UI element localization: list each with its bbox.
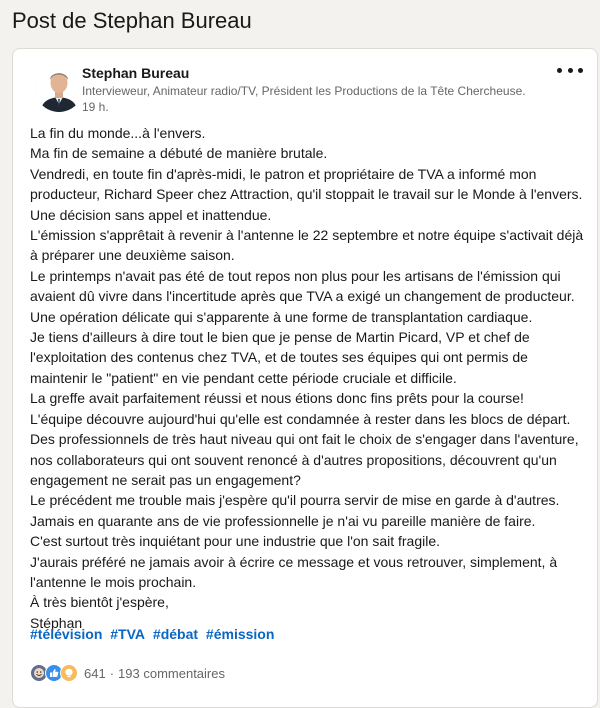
post-timestamp: 19 h. [82,100,109,114]
post-line: producteur, Richard Speer chez Attraction, qu'il stoppait le travail sur le Monde à l'envers. [30,186,583,203]
author-avatar[interactable] [35,64,83,112]
post-line: Une opération délicate qui s'apparente à une forme de transplantation cardiaque. [30,308,533,325]
separator-dot: · [109,665,115,681]
post-line: La fin du monde...à l'envers. [30,125,206,141]
more-dot-icon [578,68,583,73]
comments-count[interactable]: 193 commentaires [118,665,225,681]
hashtag-debat[interactable]: #débat [152,626,199,642]
post-line: Vendredi, en toute fin d'après-midi, le patron et propriétaire de TVA a informé mon [30,165,537,182]
post-line: Des professionnels de très haut niveau qui ont fait le choix de s'engager dans l'aventure, [30,431,579,448]
post-line: À très bientôt j'espère, [30,594,169,611]
post-line: Stéphan [30,614,83,631]
post-line: à préparer une deuxième saison. [30,247,235,264]
post-line: l'exploitation des contenus chez TVA, et de toutes ses équipes qui ont permis de [30,349,528,366]
post-line: L'équipe découvre aujourd'hui qu'elle est condamnée à rester dans les blocs de départ. [30,410,571,427]
post-line: avaient dû vivre dans l'incertitude après que TVA a exigé un changement de producteur. [30,288,575,305]
post-line: Le printemps n'avait pas été de tout repos non plus pour les artisans de l'émission qui [30,267,561,284]
post-line: C'est surtout très inquiétant pour une industrie que l'on sait fragile. [30,533,441,550]
post-line: Le précédent me trouble mais j'espère qu'il pourra servir de mise en garde à d'autres. [30,492,560,509]
hashtag-tva[interactable]: #TVA [110,626,146,642]
hashtag-emission[interactable]: #émission [205,626,275,642]
more-dot-icon [568,68,573,73]
post-line: Jamais en quarante ans de vie professionnelle je n'ai vu pareille manière de faire. [30,512,536,529]
social-counts [30,664,225,682]
author-name[interactable]: Stephan Bureau [82,65,190,81]
post-line: nos collaborateurs qui ont souvent renoncé à d'autres propositions, découvrent qu'un [30,451,557,468]
hashtag-list [30,626,278,642]
post-line: Je tiens d'ailleurs à dire tout le bien que je pense de Martin Picard, VP et chef de [30,329,530,346]
page-title: Post de Stephan Bureau [12,8,252,33]
post-line: l'antenne le mois prochain. [30,573,197,590]
post-line: Une décision sans appel et inattendue. [30,206,272,223]
reaction-icons[interactable] [30,664,78,682]
more-dot-icon [557,68,562,73]
post-line: engagement ne serait pas un engagement? [30,471,301,488]
post-header [13,49,597,119]
insightful-icon [60,664,78,682]
more-options-button[interactable] [557,63,583,77]
reaction-count[interactable]: 641 [84,665,106,681]
author-headline: Intervieweur, Animateur radio/TV, Président les Productions de la Tête Chercheuse. [82,84,526,98]
post-line: maintenir le "patient" en vie pendant cette période cruciale et difficile. [30,369,457,386]
avatar-photo-icon [35,64,83,112]
post-body [30,123,590,633]
post-line: J'aurais préféré ne jamais avoir à écrire ce message et vous retrouver, simplement, à [30,553,558,570]
post-line: Ma fin de semaine a débuté de manière brutale. [30,145,328,162]
post-line: La greffe avait parfaitement réussi et nous étions donc fins prêts pour la course! [30,390,524,407]
hashtag-television[interactable]: #télévision [30,626,103,642]
post-line: L'émission s'apprêtait à revenir à l'antenne le 22 septembre et notre équipe s'activait déjà [30,227,584,244]
post-card [12,48,598,708]
